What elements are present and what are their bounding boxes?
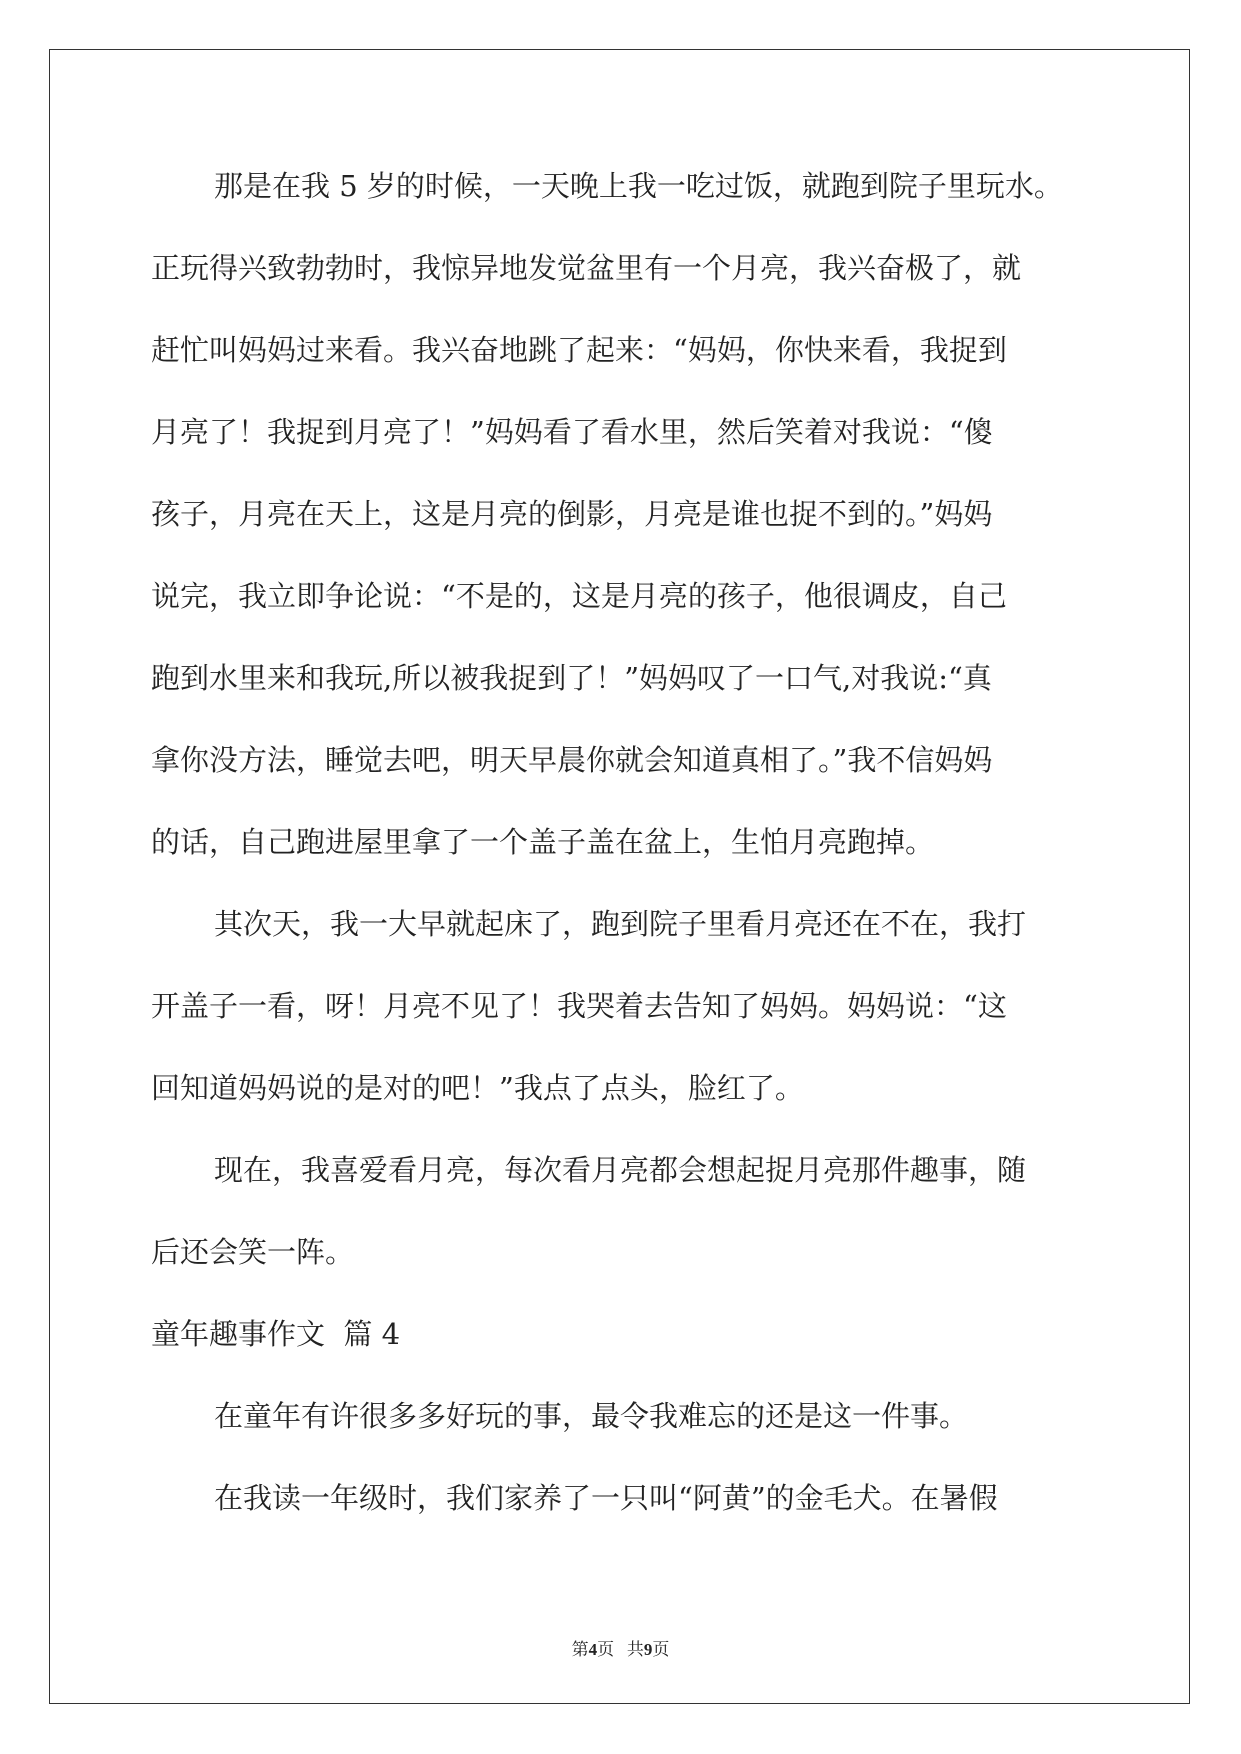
text-line: 跑到水里来和我玩,所以被我捉到了！”妈妈叹了一口气,对我说:“真	[151, 661, 992, 695]
text-line: 回知道妈妈说的是对的吧！”我点了点头，脸红了。	[151, 1071, 804, 1105]
text-line: 在我读一年级时，我们家养了一只叫“阿黄”的金毛犬。在暑假	[214, 1481, 998, 1515]
footer-prefix: 第	[571, 1640, 589, 1659]
text-line: 开盖子一看，呀！月亮不见了！我哭着去告知了妈妈。妈妈说：“这	[151, 989, 1007, 1023]
text-line: 现在，我喜爱看月亮，每次看月亮都会想起捉月亮那件趣事，随	[214, 1153, 1027, 1187]
page-footer	[0, 1635, 1241, 1660]
text-line: 赶忙叫妈妈过来看。我兴奋地跳了起来：“妈妈，你快来看，我捉到	[151, 333, 1007, 367]
text-line: 其次天，我一大早就起床了，跑到院子里看月亮还在不在，我打	[214, 907, 1027, 941]
total-page-number: 9	[643, 1640, 653, 1659]
text-line: 后还会笑一阵。	[151, 1235, 355, 1269]
footer-suffix: 页	[652, 1640, 670, 1659]
text-line: 那是在我 5 岁的时候，一天晚上我一吃过饭，就跑到院子里玩水。	[214, 169, 1063, 203]
text-line: 在童年有许很多多好玩的事，最令我难忘的还是这一件事。	[214, 1399, 969, 1433]
current-page-number: 4	[588, 1640, 598, 1659]
paragraph-lines	[151, 157, 1087, 1305]
section-heading: 童年趣事作文 篇 4	[151, 1317, 401, 1351]
text-line: 正玩得兴致勃勃时，我惊异地发觉盆里有一个月亮，我兴奋极了，就	[151, 251, 1022, 285]
text-line: 说完，我立即争论说：“不是的，这是月亮的孩子，他很调皮，自己	[151, 579, 1007, 613]
footer-mid: 页 共	[597, 1640, 644, 1659]
text-line: 的话，自己跑进屋里拿了一个盖子盖在盆上，生怕月亮跑掉。	[151, 825, 935, 859]
text-line: 孩子，月亮在天上，这是月亮的倒影，月亮是谁也捉不到的。”妈妈	[151, 497, 993, 531]
text-line: 拿你没方法，睡觉去吧，明天早晨你就会知道真相了。”我不信妈妈	[151, 743, 993, 777]
text-line: 月亮了！我捉到月亮了！”妈妈看了看水里，然后笑着对我说：“傻	[151, 415, 993, 449]
document-body	[151, 157, 1087, 1551]
paragraph-lines-after	[151, 1387, 1087, 1551]
